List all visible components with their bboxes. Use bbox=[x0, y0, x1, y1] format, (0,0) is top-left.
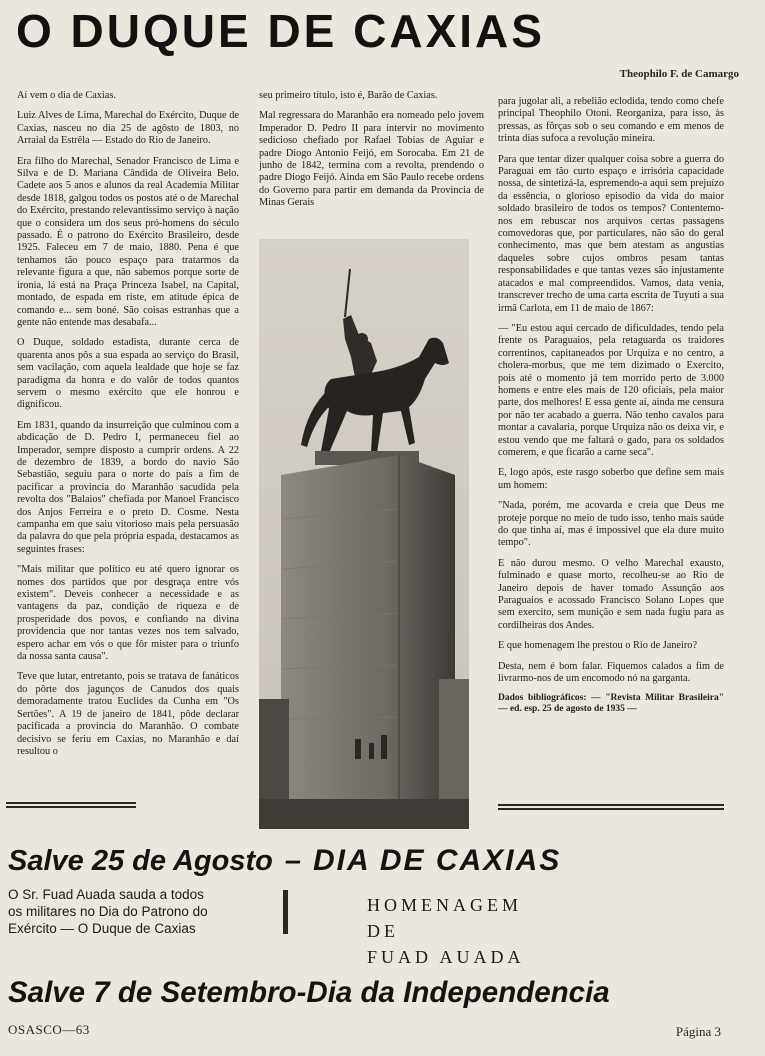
divider-rule bbox=[6, 802, 136, 804]
equestrian-statue-photo-icon bbox=[259, 239, 469, 829]
article-column-2 bbox=[259, 90, 484, 260]
tribute-line: HOMENAGEM bbox=[367, 895, 522, 915]
paragraph: Desta, nem é bom falar. Fiquemos calados a fim de livrarmo-nos de um encomodo nó na garganta. bbox=[498, 660, 724, 685]
article-column-3 bbox=[498, 96, 724, 808]
vertical-divider bbox=[283, 890, 288, 934]
banner-dash: – bbox=[284, 845, 301, 877]
paragraph: seu primeiro título, isto é, Barão de Caxias. bbox=[259, 90, 438, 101]
paragraph: "Mais militar que político eu até quero ignorar os nomes dos partidos que por desgraça entre vós existem". Deveis conhecer a necessidade e as vantagens da paz, condição de riqueza e de prosperidade dos povos, e confiando na divina providencia que nor tantas vezes nos tem salvado, espero achar em vós o que fôr mister para o triunfo da nossa santa causa". bbox=[17, 564, 239, 663]
paragraph: E, logo após, este rasgo soberbo que define sem mais um homem: bbox=[498, 467, 724, 491]
caxias-day-banner bbox=[8, 844, 723, 878]
tribute-block bbox=[367, 892, 627, 970]
paragraph: Para que tentar dizer qualquer coisa sobre a guerra do Paraguai em tão curto espaço e irrisória capacidade nossa, de sintetizá-la, espremendo-a aqui sem prejuízo da essência, o glorioso episodio da vida do maior soldado brasileiro de todos os tempos? Contentemo-nos em rebuscar nos arquivos certas passagens comovedoras que, por particulares, não são do geral conhecimento, mas que bem atestam as angustias daqueles sobre cujos ombros pesam tantas responsabilidades e que tantas vezes são injustamente atacados e mal compreendidos. Vamos, data venia, transcrever trecho de uma carta escrita de Tuyuti a sua irmã Carlota, em 11 de maio de 1867: bbox=[498, 153, 724, 314]
article-author: Theophilo F. de Camargo bbox=[619, 68, 739, 80]
paragraph: E não durou mesmo. O velho Marechal exausto, fulminado e quase morto, recolheu-se ao Rio de Janeiro depois de haver tomado Assunção aos Paraguaios e acossado Francisco Solano Lopes que sem exercito, sem munição e sem nada fugiu para as cordilheiras dos Andes. bbox=[498, 557, 724, 631]
paragraph: — "Eu estou aqui cercado de dificuldades, tendo pela frente os Paraguaios, pela retaguarda os traidores correntinos, capitaneados por Urquiza e no centro, a cholera-morbus, que me tem dizimado o Exercito, pois até o momento já tem morrido perto de 3.000 homens e entre eles mais de 120 oficiais, pela maior parte, dos melhores! E essa gente aí, ainda me censura por não ter acabado a guerra. Não tenho cavalos para montar a cavalaria, porque Urquiza não os deixa vir, e estou vendo que me faltará o gado, para os soldados comerem, e que ficarão a carne seca". bbox=[498, 322, 724, 458]
paragraph: O Duque, soldado estadista, durante cerca de quarenta anos pôs a sua espada ao serviço do Brasil, sem vacilação, com aquela lealdade que hoje se faz paradigma da honra e do valôr de todos quantos servem o mesmo exército que ele honrou e dignificou. bbox=[17, 337, 239, 411]
banner-dia-de-caxias: DIA DE CAXIAS bbox=[313, 844, 562, 877]
greeting-text: O Sr. Fuad Auada sauda a todos os militares no Dia do Patrono do Exército — O Duque de Caxias bbox=[8, 887, 208, 936]
bibliography-note: Dados bibliográficos: — "Revista Militar Brasileira" — ed. esp. 25 de agosto de 1935 — bbox=[498, 693, 724, 715]
paragraph: Luiz Alves de Lima, Marechal do Exército, Duque de Caxias, nasceu no dia 25 de agôsto de 1803, no Arraial da Estrêla — Estado do Rio de Janeiro. bbox=[17, 110, 239, 147]
paragraph: Teve que lutar, entretanto, pois se tratava de fanáticos do pôrte dos jagunços de Canudos dos quais demoradamente tratou Euclides da Cunha em "Os Sertões". A 19 de janeiro de 1841, pôde declarar pacificada a provincia do Maranhão. O combate decisivo se feriu em Caxias, no Maranhão e daí resultou o bbox=[17, 671, 239, 757]
tribute-line: DE bbox=[367, 921, 399, 941]
divider-rule bbox=[498, 808, 724, 810]
paragraph: Em 1831, quando da insurreição que culminou com a abdicação de D. Pedro I, permaneceu fiel ao Imperador, sempre disposto a cumprir ordens. A 22 de dezembro de 1839, a bordo do navio São Sebastião, seguiu para o norte do país a fim de pacificar a provincia do Maranhão sacudida pela revolta dos "Balaios" chefiada por Manoel Francisco dos Anjos Ferreira e o preto D. Cosme. Nesta campanha em que saiu vitorioso mais pela persuasão da palavra do que pela própria espada, destacamos as seguintes frases: bbox=[17, 419, 239, 555]
article-column-1 bbox=[17, 90, 239, 802]
independence-day-banner: Salve 7 de Setembro-Dia da Independencia bbox=[8, 976, 610, 1009]
paragraph: Aí vem o dia de Caxias. bbox=[17, 90, 116, 101]
tribute-line: FUAD AUADA bbox=[367, 947, 525, 967]
paragraph: para jugolar ali, a rebelião eclodida, tendo como chefe principal Theophilo Otoni. Reorganiza, para isso, às pressas, as fôrças sob o seu comando e em menos de trinta dias sufoca a revolução mineira. bbox=[498, 96, 724, 145]
paragraph: E que homenagem lhe prestou o Rio de Janeiro? bbox=[498, 640, 698, 652]
banner-salve-date: Salve 25 de Agosto bbox=[8, 845, 273, 877]
divider-rule bbox=[6, 806, 136, 808]
footer-publication: OSASCO—63 bbox=[8, 1022, 90, 1037]
statue-photo-drawing bbox=[259, 239, 469, 829]
page-number: Página 3 bbox=[675, 1024, 721, 1039]
divider-rule bbox=[498, 804, 724, 806]
paragraph: Era filho do Marechal, Senador Francisco de Lima e Silva e de D. Mariana Cândida de Oliveira Belo. Cadete aos 5 anos e alunos da real Academia Militar desde 1818, galgou todos os postos até o de Marechal do Exército, prestando relevantíssimo serviço à nação que o considera um dos seus pró-homens do século passado. É o patrono do Exército Brasileiro, desde 1925. Faleceu em 7 de maio, 1880. Pena é que tenhamos tão pouco espaço para tratarmos da relevante figura a que, não sabemos porque sorte de ironia, lá está na Praça Princeza Isabel, na Capital, montado, de espada em riste, em atitude épica de comando e... sem boné. São coisas estranhas que a gente não entende mas desabafa... bbox=[17, 155, 239, 328]
paragraph: "Nada, porém, me acovarda e creia que Deus me proteje porque no meio de tudo isso, tenho mais saúde do que tinha aí, mas é impossivel que ela dure muito tempo". bbox=[498, 500, 724, 549]
paragraph: Mal regressara do Maranhão era nomeado pelo jovem Imperador D. Pedro II para intervir no movimento sedicioso chefiado por Rafael Tobias de Aguiar e padre Diogo Antonio Feijó, em Sorocaba. Em 21 de junho de 1842, termina com a revolta, prendendo o padre Diogo Feijó. Ainda em São Paulo recebe ordens do Governo para partir em demanda da Provincia de Minas Gerais bbox=[259, 110, 484, 209]
article-title: O DUQUE DE CAXIAS bbox=[16, 5, 545, 57]
